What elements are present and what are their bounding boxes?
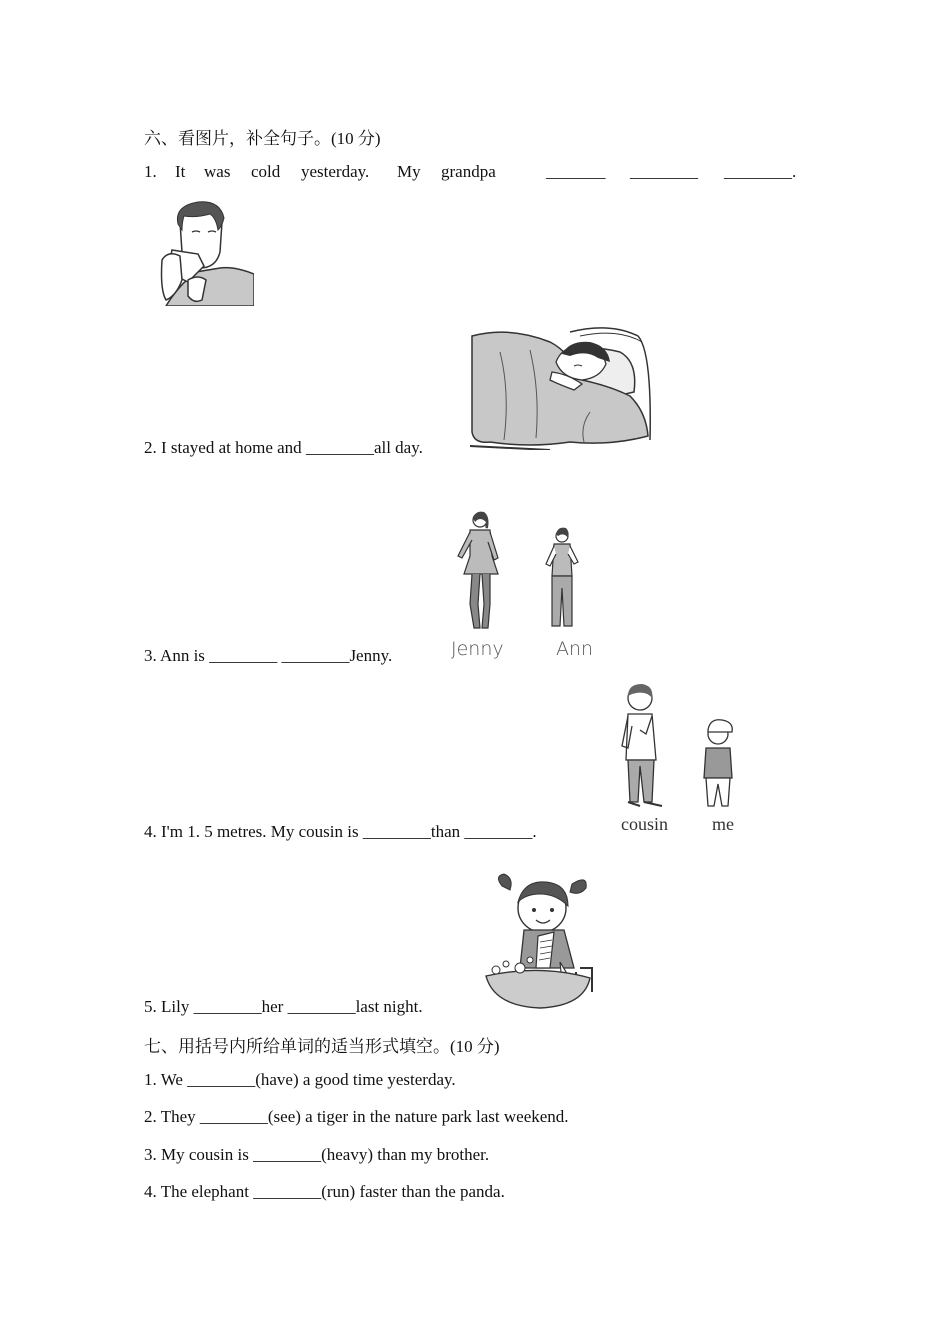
q1-word: grandpa	[441, 162, 496, 181]
fill-item-4: 4. The elephant ________(run) faster than the panda.	[144, 1182, 505, 1201]
q2-blank[interactable]: ________	[305, 438, 374, 457]
caption-me: me	[712, 814, 734, 834]
sneezing-man-illustration	[158, 200, 254, 306]
q3-blank-2[interactable]: ________	[281, 646, 350, 665]
q1-blank[interactable]: _______	[546, 162, 606, 181]
lily-washing-clothes-illustration	[480, 872, 600, 1010]
q1-word: cold	[251, 162, 281, 181]
fill-item-1: 1. We ________(have) a good time yesterday.	[144, 1070, 456, 1089]
cousin-and-me-illustration	[618, 682, 748, 812]
q5-blank-2[interactable]: ________	[287, 997, 356, 1016]
caption-ann: Ann	[556, 638, 594, 660]
question-4: 4. I'm 1. 5 metres. My cousin is ________than ________.	[144, 822, 537, 841]
q3-blank-1[interactable]: ________	[209, 646, 278, 665]
question-5: 5. Lily ________her ________last night.	[144, 997, 423, 1016]
question-1	[144, 162, 814, 184]
q1-blank[interactable]: ________.	[724, 162, 797, 181]
fill-blank[interactable]: ________	[199, 1107, 268, 1126]
q1-word: 1.	[144, 162, 157, 181]
question-3: 3. Ann is ________ ________Jenny.	[144, 646, 393, 665]
jenny-and-ann-illustration	[440, 508, 590, 638]
sleeping-in-bed-illustration	[470, 322, 654, 450]
q4-blank-1[interactable]: ________	[362, 822, 431, 841]
fill-blank[interactable]: ________	[187, 1070, 256, 1089]
section7-title: 七、用括号内所给单词的适当形式填空。(10 分)	[144, 1037, 500, 1056]
fill-item-2: 2. They ________(see) a tiger in the nature park last weekend.	[144, 1107, 569, 1126]
q1-blank[interactable]: ________	[630, 162, 698, 181]
section6-title: 六、看图片，补全句子。(10 分)	[144, 129, 381, 148]
q1-word: was	[204, 162, 231, 181]
q1-word: My	[397, 162, 421, 181]
q1-word: yesterday.	[301, 162, 370, 181]
q4-blank-2[interactable]: ________	[464, 822, 533, 841]
question-2: 2. I stayed at home and ________all day.	[144, 438, 423, 457]
q5-blank-1[interactable]: ________	[193, 997, 262, 1016]
fill-blank[interactable]: ________	[253, 1182, 322, 1201]
q1-word: It	[175, 162, 186, 181]
fill-blank[interactable]: ________	[253, 1145, 322, 1164]
fill-item-3: 3. My cousin is ________(heavy) than my brother.	[144, 1145, 490, 1164]
caption-cousin: cousin	[621, 814, 668, 834]
caption-jenny: Jenny	[451, 638, 504, 660]
